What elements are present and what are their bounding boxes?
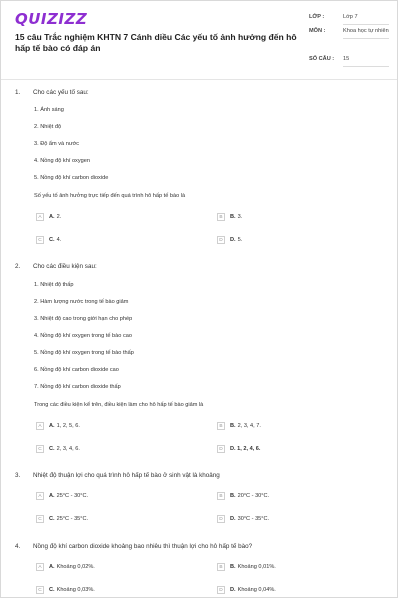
question-number: 3.	[15, 472, 21, 479]
option-a[interactable]	[36, 563, 95, 571]
meta-label: MÔN :	[309, 28, 326, 34]
meta-label: LỚP :	[309, 14, 325, 20]
statement-item: 5. Nồng độ khí carbon dioxide	[34, 175, 109, 181]
option-letter: D.	[230, 516, 236, 522]
worksheet-header	[1, 1, 397, 80]
option-text: 20°C - 30°C.	[237, 493, 270, 499]
option-c[interactable]	[36, 445, 80, 453]
option-text: Khoảng 0,02%.	[56, 564, 95, 570]
option-letter: D.	[230, 587, 236, 593]
meta-count	[309, 56, 389, 67]
statement-item: 6. Nồng độ khí carbon dioxide cao	[34, 367, 119, 373]
page-title: 15 câu Trắc nghiệm KHTN 7 Cánh diều Các yếu tố ảnh hưởng đến hô hấp tế bào có đáp án	[15, 32, 297, 53]
quizizz-logo[interactable]: QUIZIZZ	[15, 10, 88, 28]
question-stem: Cho các yếu tố sau:	[33, 89, 89, 96]
statement-item: 4. Nồng độ khí oxygen	[34, 158, 90, 164]
option-d[interactable]	[217, 445, 260, 453]
option-checkbox[interactable]: A	[36, 422, 44, 430]
statement-item: 3. Nhiệt độ cao trong giới hạn cho phép	[34, 316, 133, 322]
option-checkbox[interactable]: A	[36, 213, 44, 221]
option-text: 4.	[56, 237, 62, 243]
question-stem: Nhiệt độ thuận lợi cho quá trình hô hấp tế bào ở sinh vật là khoảng	[33, 472, 220, 479]
option-text: 2, 3, 4, 7.	[237, 423, 261, 429]
option-checkbox[interactable]: D	[217, 445, 225, 453]
option-text: 25°C - 30°C.	[56, 493, 89, 499]
option-c[interactable]	[36, 515, 88, 523]
option-checkbox[interactable]: B	[217, 492, 225, 500]
option-letter: B.	[230, 423, 236, 429]
option-c[interactable]	[36, 236, 61, 244]
option-letter: A.	[49, 493, 55, 499]
option-a[interactable]	[36, 492, 88, 500]
meta-value: 15	[343, 56, 389, 67]
question-prompt: Số yếu tố ảnh hưởng trực tiếp đến quá trình hô hấp tế bào là	[34, 193, 186, 199]
option-text: 3.	[237, 214, 243, 220]
statement-item: 7. Nồng độ khí carbon dioxide thấp	[34, 384, 121, 390]
option-checkbox[interactable]: C	[36, 586, 44, 594]
option-text: Khoảng 0,01%.	[237, 564, 276, 570]
option-letter: C.	[49, 587, 55, 593]
option-letter: B.	[230, 564, 236, 570]
option-a[interactable]	[36, 422, 80, 430]
option-text: D. 1, 2, 4, 6.	[230, 446, 261, 452]
statement-item: 4. Nồng độ khí oxygen trong tế bào cao	[34, 333, 132, 339]
question-stem: Cho các điều kiện sau:	[33, 263, 97, 270]
option-text: 25°C - 35°C.	[56, 516, 89, 522]
meta-value: Khoa học tự nhiên	[343, 28, 389, 39]
option-letter: C.	[49, 237, 55, 243]
option-text: 30°C - 35°C.	[237, 516, 270, 522]
meta-subject	[309, 28, 389, 39]
option-a[interactable]	[36, 213, 61, 221]
option-letter: B.	[230, 214, 236, 220]
option-letter: A.	[49, 564, 55, 570]
option-text: 1, 2, 5, 6.	[56, 423, 80, 429]
statement-item: 2. Nhiệt độ	[34, 124, 62, 130]
option-checkbox[interactable]: D	[217, 586, 225, 594]
option-d[interactable]	[217, 236, 242, 244]
option-letter: B.	[230, 493, 236, 499]
meta-value: Lớp 7	[343, 14, 389, 25]
option-checkbox[interactable]: B	[217, 563, 225, 571]
option-text: Khoảng 0,04%.	[237, 587, 276, 593]
option-letter: A.	[49, 423, 55, 429]
question-number: 1.	[15, 89, 21, 96]
statement-item: 2. Hàm lượng nước trong tế bào giảm	[34, 299, 129, 305]
option-b[interactable]	[217, 213, 242, 221]
option-d[interactable]	[217, 515, 269, 523]
option-checkbox[interactable]: C	[36, 445, 44, 453]
option-b[interactable]	[217, 422, 261, 430]
option-d[interactable]	[217, 586, 276, 594]
option-checkbox[interactable]: B	[217, 213, 225, 221]
option-checkbox[interactable]: A	[36, 492, 44, 500]
option-b[interactable]	[217, 563, 276, 571]
question-number: 4.	[15, 543, 21, 550]
option-b[interactable]	[217, 492, 269, 500]
option-checkbox[interactable]: C	[36, 515, 44, 523]
statement-item: 3. Độ ẩm và nước	[34, 141, 80, 147]
meta-label: SỐ CÂU :	[309, 56, 335, 62]
option-checkbox[interactable]: D	[217, 515, 225, 523]
option-checkbox[interactable]: D	[217, 236, 225, 244]
option-letter: A.	[49, 214, 55, 220]
question-number: 2.	[15, 263, 21, 270]
option-c[interactable]	[36, 586, 95, 594]
question-stem: Nồng độ khí carbon dioxide khoảng bao nhiêu thì thuận lợi cho hô hấp tế bào?	[33, 543, 253, 550]
option-checkbox[interactable]: B	[217, 422, 225, 430]
option-letter: C.	[49, 446, 55, 452]
option-text: 2.	[56, 214, 62, 220]
option-text: 5.	[237, 237, 243, 243]
statement-item: 1. Nhiệt độ thấp	[34, 282, 74, 288]
option-text: Khoảng 0,03%.	[56, 587, 95, 593]
option-letter: D.	[230, 237, 236, 243]
question-prompt: Trong các điều kiện kể trên, điều kiện làm cho hô hấp tế bào giảm là	[34, 402, 204, 408]
option-text: 2, 3, 4, 6.	[56, 446, 80, 452]
statement-item: 1. Ánh sáng	[34, 107, 64, 113]
meta-class	[309, 14, 389, 25]
option-letter: C.	[49, 516, 55, 522]
statement-item: 5. Nồng độ khí oxygen trong tế bào thấp	[34, 350, 134, 356]
option-checkbox[interactable]: C	[36, 236, 44, 244]
option-checkbox[interactable]: A	[36, 563, 44, 571]
